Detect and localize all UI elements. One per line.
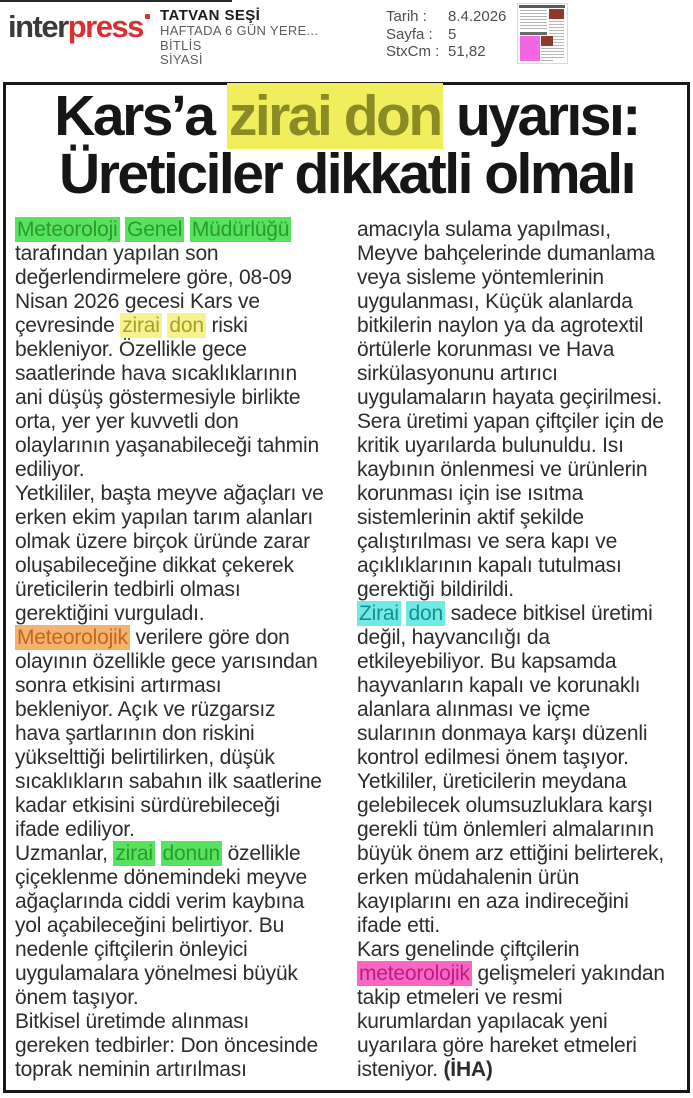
highlight-green: zirai xyxy=(115,842,153,865)
registered-mark-icon xyxy=(145,14,150,19)
article-line: alanlara alınması ve içme xyxy=(357,698,591,721)
article-line: açıklıklarının kapalı tutulması xyxy=(357,554,622,577)
article-line: erken müdahalenin ürün xyxy=(357,866,580,889)
article-line: çiçeklenme dönemindeki meyve xyxy=(15,866,308,889)
newspaper-page-thumbnail[interactable] xyxy=(517,3,568,64)
article-line: veya sisleme yöntemlerinin xyxy=(357,266,604,289)
meta-row-date xyxy=(386,8,506,26)
article-line: ifade ediliyor. xyxy=(15,818,135,841)
thumbnail-text-lines xyxy=(520,10,547,31)
headline-line: Kars’a zirai don uyarısı: xyxy=(54,84,639,148)
article-line: erken ekim yapılan tarım alanları xyxy=(15,506,314,529)
article-line: kontrol edilmesi önem taşıyor. xyxy=(357,746,629,769)
publication-name: TATVAN SEŞİ xyxy=(160,7,261,24)
article-headline xyxy=(6,84,687,206)
logo-text-press: press xyxy=(67,9,143,44)
article-line: üreticilerin tedbirli olması xyxy=(15,578,241,601)
article-line: olaylarının yaşanabileceği tahmin xyxy=(15,434,319,457)
article-line: hayvanların kapalı ve korunaklı xyxy=(357,674,641,697)
meta-row-stxcm xyxy=(386,43,506,61)
article-line: nedenle çiftçilerin önleyici xyxy=(15,938,248,961)
article-line: Meteorolojik verilere göre don xyxy=(17,626,290,649)
article-line: önem taşıyor. xyxy=(15,986,139,1009)
article-line: kayıplarını en aza indireceğini xyxy=(357,890,629,913)
publication-info xyxy=(160,7,318,68)
highlight-head: zirai don xyxy=(228,84,441,148)
article-line: gerektiği bildirildi. xyxy=(357,578,514,601)
highlight-cyan: Zirai xyxy=(359,602,399,625)
highlight-cyan: don xyxy=(408,602,443,625)
article-line: Sera üretimi yapan çiftçiler için de xyxy=(357,410,664,433)
article-line: büyük önem arz ettiğini belirterek, xyxy=(357,842,664,865)
meta-row-page xyxy=(386,26,506,44)
article-line: uyarılara göre hareket etmeleri xyxy=(357,1034,637,1057)
scan-artifact xyxy=(0,0,232,2)
article-line: Zirai don sadece bitkisel üretimi xyxy=(359,602,653,625)
publication-category: SİYASİ xyxy=(160,52,203,67)
article-line: kaybının önlenmesi ve ürünlerin xyxy=(357,458,648,481)
thumbnail-photo xyxy=(549,9,564,19)
article-line xyxy=(15,218,336,242)
highlight-yellow: don xyxy=(169,314,204,337)
clipping-meta xyxy=(386,8,506,61)
meta-label: Sayfa : xyxy=(386,25,433,43)
article-line: olmak üzere birçok üründe zarar xyxy=(15,530,310,553)
article-line: kurumlardan yapılacak yeni xyxy=(357,1010,608,1033)
article-line: Uzmanlar, zirai donun özellikle xyxy=(15,842,301,865)
article-line: korunması için ise ısıtma xyxy=(357,482,584,505)
article-line: örtülerle korunması ve Hava xyxy=(357,338,615,361)
highlight-orange: Meteorolojik xyxy=(17,626,128,649)
article-line: çevresinde zirai don riski xyxy=(15,314,248,337)
highlight-green: Müdürlüğü xyxy=(191,218,290,241)
article-line: uygulanması, Küçük alanlarda xyxy=(357,290,633,313)
article-line: etkileyebiliyor. Bu kapsamda xyxy=(357,650,617,673)
article-line: kritik uyarılarda bulunuldu. Isı xyxy=(357,434,624,457)
article-column-left xyxy=(15,218,336,1082)
article-line: isteniyor. (İHA) xyxy=(357,1058,493,1081)
article-line: amacıyla sulama yapılması, xyxy=(357,218,611,241)
article-body xyxy=(6,218,687,1082)
meta-value-page: 5 xyxy=(448,25,457,43)
article-line: gelebilecek olumsuzluklara karşı xyxy=(357,794,653,817)
article-column-right xyxy=(357,218,678,1082)
article-line: meteorolojik gelişmeleri yakından xyxy=(359,962,665,985)
thumbnail-masthead xyxy=(519,5,565,8)
highlight-green: donun xyxy=(162,842,220,865)
meta-value-stxcm: 51,82 xyxy=(448,43,486,60)
publication-city: BİTLİS xyxy=(160,37,202,53)
highlight-green: Meteoroloji xyxy=(17,218,118,241)
article-line: orta, yer yer kuvvetli don xyxy=(15,410,239,433)
article-line: gereken tedbirler: Don öncesinde xyxy=(15,1034,318,1057)
meta-label: Tarih : xyxy=(386,8,427,25)
article-line: uygulamaların hayata geçirilmesi. xyxy=(357,386,663,409)
article-line: takip etmeleri ve resmi xyxy=(357,986,563,1009)
meta-label: StxCm : xyxy=(386,43,440,60)
article-line: değil, hayvancılığı da xyxy=(357,626,550,649)
article-line: uygulamalara yönelmesi büyük xyxy=(15,962,298,985)
meta-value-date: 8.4.2026 xyxy=(448,8,507,25)
highlight-pink: meteorolojik xyxy=(359,962,470,985)
article-line: ifade etti. xyxy=(357,914,441,937)
interpress-logo xyxy=(8,11,150,42)
article-line: yükselttiği belirtilirken, düşük xyxy=(15,746,275,769)
article-line: olayının özellikle gece yarısından xyxy=(15,650,318,673)
article-line: sonra etkisini artırması xyxy=(15,674,222,697)
article-line: bekleniyor. Özellikle gece xyxy=(15,338,247,361)
article-line: saatlerinde hava sıcaklıklarının xyxy=(15,362,297,385)
article-clipping xyxy=(3,82,690,1093)
article-line: ağaçlarında ciddi verim kaybına xyxy=(15,890,305,913)
publication-frequency: HAFTADA 6 GÜN YERE... xyxy=(160,23,319,38)
article-line: tarafından yapılan son xyxy=(15,242,219,265)
article-line: sıcaklıkların sabahın ilk saatlerine xyxy=(15,770,322,793)
highlight-yellow: zirai xyxy=(122,314,160,337)
article-line: Yetkililer, başta meyve ağaçları ve xyxy=(15,482,324,505)
logo-text-inter: inter xyxy=(8,9,68,44)
article-line: toprak neminin artırılması xyxy=(15,1058,247,1081)
thumbnail-headline-bar xyxy=(520,32,547,35)
article-line: Meyve bahçelerinde dumanlama xyxy=(357,242,655,265)
article-line: Yetkililer, üreticilerin meydana xyxy=(357,770,627,793)
headline-line: Üreticiler dikkatli olmalı xyxy=(59,142,634,206)
thumbnail-text-lines xyxy=(541,48,553,61)
article-line: çalıştırılması ve sera kapı ve xyxy=(357,530,618,553)
article-line: ediliyor. xyxy=(15,458,85,481)
article-line: sirkülasyonunu artırıcı xyxy=(357,362,558,385)
article-line: gerekli tüm önlemleri almalarının xyxy=(357,818,654,841)
article-line: bitkilerin naylon ya da agrotextil xyxy=(357,314,644,337)
article-line: Kars genelinde çiftçilerin xyxy=(357,938,580,961)
source-credit: (İHA) xyxy=(443,1058,493,1081)
article-line: kadar etkisini sürdürebileceği xyxy=(15,794,280,817)
thumbnail-highlight-region xyxy=(520,36,540,61)
article-line: sularının donmaya karşı düzenli xyxy=(357,722,648,745)
highlight-green: Genel xyxy=(127,218,183,241)
article-line: Bitkisel üretimde alınması xyxy=(15,1010,250,1033)
thumbnail-photo xyxy=(541,36,553,46)
article-line: değerlendirmelere göre, 08-09 xyxy=(15,266,292,289)
article-line: bekleniyor. Açık ve rüzgarsız xyxy=(15,698,276,721)
article-line: ani düşüş göstermesiyle birlikte xyxy=(15,386,301,409)
article-line: hava şartlarının don riskini xyxy=(15,722,255,745)
article-line: yol açabileceğini belirtiyor. Bu xyxy=(15,914,285,937)
article-line: oluşabileceğine dikkat çekerek xyxy=(15,554,294,577)
article-line: sistemlerinin aktif şekilde xyxy=(357,506,584,529)
article-line: gerektiğini vurguladı. xyxy=(15,602,205,625)
article-line: Nisan 2026 gecesi Kars ve xyxy=(15,290,260,313)
